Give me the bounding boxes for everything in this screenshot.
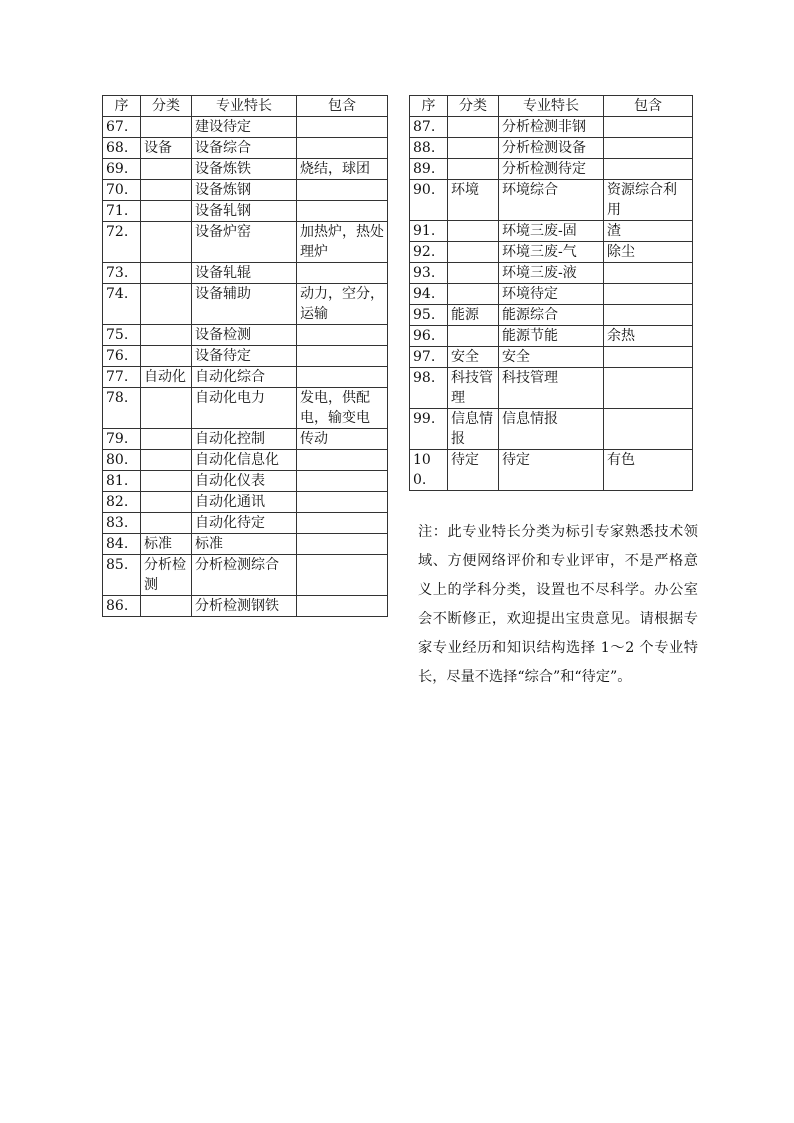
footnote: 注：此专业特长分类为标引专家熟悉技术领域、方便网络评价和专业评审，不是严格意义上的学科分类，设置也不尽科学。办公室会不断修正，欢迎提出宝贵意见。请根据专家专业经历和知识结构选择 1～2 个专业特长，尽量不选择“综合”和“待定”。	[418, 524, 698, 685]
table-header-row	[410, 96, 693, 117]
row-includes	[297, 346, 388, 367]
row-category	[448, 117, 499, 138]
row-specialty: 自动化控制	[192, 429, 297, 450]
row-includes	[297, 596, 388, 617]
header-specialty: 专业特长	[499, 96, 604, 117]
table-row	[410, 221, 693, 242]
row-category	[141, 450, 192, 471]
row-specialty: 自动化电力	[192, 388, 297, 429]
row-no: 75.	[103, 325, 141, 346]
row-no: 71.	[103, 201, 141, 222]
row-no: 76.	[103, 346, 141, 367]
row-includes	[297, 367, 388, 388]
row-no: 96.	[410, 326, 448, 347]
row-category	[448, 221, 499, 242]
row-includes: 发电，供配电，输变电	[297, 388, 388, 429]
row-no: 99.	[410, 409, 448, 450]
row-specialty: 环境三废-固	[499, 221, 604, 242]
table-row	[410, 159, 693, 180]
table-row	[410, 180, 693, 221]
table-row	[410, 284, 693, 305]
row-no: 72.	[103, 222, 141, 263]
row-category	[141, 222, 192, 263]
row-specialty: 设备综合	[192, 138, 297, 159]
row-category	[141, 346, 192, 367]
row-category: 信息情报	[448, 409, 499, 450]
table-row	[103, 388, 388, 429]
row-category	[141, 325, 192, 346]
row-no: 81.	[103, 471, 141, 492]
row-includes: 除尘	[604, 242, 693, 263]
row-category	[448, 263, 499, 284]
table-row	[103, 471, 388, 492]
row-no: 93.	[410, 263, 448, 284]
row-category: 科技管理	[448, 368, 499, 409]
row-no: 84.	[103, 534, 141, 555]
row-category	[448, 138, 499, 159]
row-no: 92.	[410, 242, 448, 263]
row-category	[141, 201, 192, 222]
row-specialty: 设备检测	[192, 325, 297, 346]
row-includes	[297, 138, 388, 159]
row-no: 69.	[103, 159, 141, 180]
table-row	[103, 159, 388, 180]
row-includes: 余热	[604, 326, 693, 347]
row-specialty: 自动化待定	[192, 513, 297, 534]
row-includes	[297, 534, 388, 555]
row-category	[141, 388, 192, 429]
header-no: 序	[103, 96, 141, 117]
row-specialty: 信息情报	[499, 409, 604, 450]
row-specialty: 设备炼钢	[192, 180, 297, 201]
table-row	[410, 450, 693, 491]
table-row	[103, 117, 388, 138]
table-row	[103, 450, 388, 471]
row-includes	[604, 347, 693, 368]
table-row	[410, 242, 693, 263]
table-row	[410, 326, 693, 347]
row-includes: 渣	[604, 221, 693, 242]
row-no: 95.	[410, 305, 448, 326]
table-row	[103, 429, 388, 450]
row-category	[141, 284, 192, 325]
row-specialty: 设备轧辊	[192, 263, 297, 284]
row-category	[141, 159, 192, 180]
row-specialty: 能源节能	[499, 326, 604, 347]
row-no: 100.	[410, 450, 448, 491]
header-specialty: 专业特长	[192, 96, 297, 117]
row-specialty: 标准	[192, 534, 297, 555]
row-no: 98.	[410, 368, 448, 409]
row-specialty: 环境综合	[499, 180, 604, 221]
row-includes	[297, 201, 388, 222]
row-category	[141, 263, 192, 284]
specialty-table-right	[409, 95, 693, 491]
row-includes	[604, 159, 693, 180]
row-specialty: 分析检测非钢	[499, 117, 604, 138]
row-specialty: 环境三废-气	[499, 242, 604, 263]
row-includes	[604, 409, 693, 450]
table-row	[103, 138, 388, 159]
row-no: 79.	[103, 429, 141, 450]
table-row	[410, 409, 693, 450]
row-category	[141, 429, 192, 450]
row-category	[448, 242, 499, 263]
table-row	[410, 305, 693, 326]
table-row	[103, 222, 388, 263]
table-row	[103, 492, 388, 513]
row-no: 73.	[103, 263, 141, 284]
row-includes	[297, 263, 388, 284]
row-includes	[604, 117, 693, 138]
row-includes: 烧结，球团	[297, 159, 388, 180]
row-category: 分析检测	[141, 555, 192, 596]
row-category	[448, 326, 499, 347]
header-category: 分类	[448, 96, 499, 117]
row-no: 74.	[103, 284, 141, 325]
row-no: 82.	[103, 492, 141, 513]
table-row	[103, 180, 388, 201]
row-category	[141, 513, 192, 534]
row-includes: 动力，空分，运输	[297, 284, 388, 325]
row-specialty: 环境三废-液	[499, 263, 604, 284]
row-category	[141, 471, 192, 492]
table-row	[410, 263, 693, 284]
table-row	[103, 263, 388, 284]
row-category: 环境	[448, 180, 499, 221]
row-specialty: 设备轧钢	[192, 201, 297, 222]
row-no: 87.	[410, 117, 448, 138]
row-specialty: 科技管理	[499, 368, 604, 409]
row-includes: 资源综合利用	[604, 180, 693, 221]
row-specialty: 分析检测待定	[499, 159, 604, 180]
row-includes	[604, 263, 693, 284]
row-specialty: 能源综合	[499, 305, 604, 326]
row-no: 85.	[103, 555, 141, 596]
row-includes	[604, 368, 693, 409]
table-row	[410, 347, 693, 368]
row-specialty: 待定	[499, 450, 604, 491]
row-no: 80.	[103, 450, 141, 471]
table-row	[103, 534, 388, 555]
row-specialty: 建设待定	[192, 117, 297, 138]
row-no: 78.	[103, 388, 141, 429]
row-includes	[297, 180, 388, 201]
row-includes	[297, 555, 388, 596]
table-row	[410, 368, 693, 409]
row-no: 86.	[103, 596, 141, 617]
row-no: 89.	[410, 159, 448, 180]
table-row	[103, 325, 388, 346]
table-row	[103, 555, 388, 596]
row-includes	[297, 325, 388, 346]
row-category	[141, 117, 192, 138]
row-includes	[604, 305, 693, 326]
row-specialty: 分析检测钢铁	[192, 596, 297, 617]
row-includes	[604, 138, 693, 159]
row-category: 能源	[448, 305, 499, 326]
row-no: 94.	[410, 284, 448, 305]
row-specialty: 设备炉窑	[192, 222, 297, 263]
row-category	[141, 180, 192, 201]
row-specialty: 设备待定	[192, 346, 297, 367]
table-row	[103, 346, 388, 367]
row-specialty: 设备炼铁	[192, 159, 297, 180]
row-specialty: 环境待定	[499, 284, 604, 305]
row-includes	[297, 450, 388, 471]
row-category: 自动化	[141, 367, 192, 388]
row-includes	[297, 513, 388, 534]
header-category: 分类	[141, 96, 192, 117]
row-includes: 传动	[297, 429, 388, 450]
row-specialty: 设备辅助	[192, 284, 297, 325]
row-no: 88.	[410, 138, 448, 159]
row-specialty: 分析检测设备	[499, 138, 604, 159]
row-category	[448, 159, 499, 180]
table-header-row	[103, 96, 388, 117]
row-no: 68.	[103, 138, 141, 159]
row-category	[141, 596, 192, 617]
row-specialty: 自动化通讯	[192, 492, 297, 513]
row-category	[141, 492, 192, 513]
row-includes	[604, 284, 693, 305]
row-specialty: 分析检测综合	[192, 555, 297, 596]
header-includes: 包含	[604, 96, 693, 117]
row-no: 77.	[103, 367, 141, 388]
row-specialty: 自动化信息化	[192, 450, 297, 471]
table-row	[103, 367, 388, 388]
table-row	[103, 201, 388, 222]
row-category: 安全	[448, 347, 499, 368]
row-no: 91.	[410, 221, 448, 242]
table-row	[103, 513, 388, 534]
row-includes	[297, 492, 388, 513]
row-category: 待定	[448, 450, 499, 491]
row-includes	[297, 117, 388, 138]
row-specialty: 安全	[499, 347, 604, 368]
table-row	[103, 596, 388, 617]
table-row	[410, 138, 693, 159]
row-no: 70.	[103, 180, 141, 201]
row-includes	[297, 471, 388, 492]
row-no: 83.	[103, 513, 141, 534]
row-category: 设备	[141, 138, 192, 159]
row-category: 标准	[141, 534, 192, 555]
row-includes: 有色	[604, 450, 693, 491]
specialty-table-left	[102, 95, 388, 617]
row-no: 90.	[410, 180, 448, 221]
table-row	[410, 117, 693, 138]
row-includes: 加热炉，热处理炉	[297, 222, 388, 263]
row-no: 67.	[103, 117, 141, 138]
row-category	[448, 284, 499, 305]
row-specialty: 自动化综合	[192, 367, 297, 388]
table-row	[103, 284, 388, 325]
header-includes: 包含	[297, 96, 388, 117]
header-no: 序	[410, 96, 448, 117]
row-specialty: 自动化仪表	[192, 471, 297, 492]
row-no: 97.	[410, 347, 448, 368]
